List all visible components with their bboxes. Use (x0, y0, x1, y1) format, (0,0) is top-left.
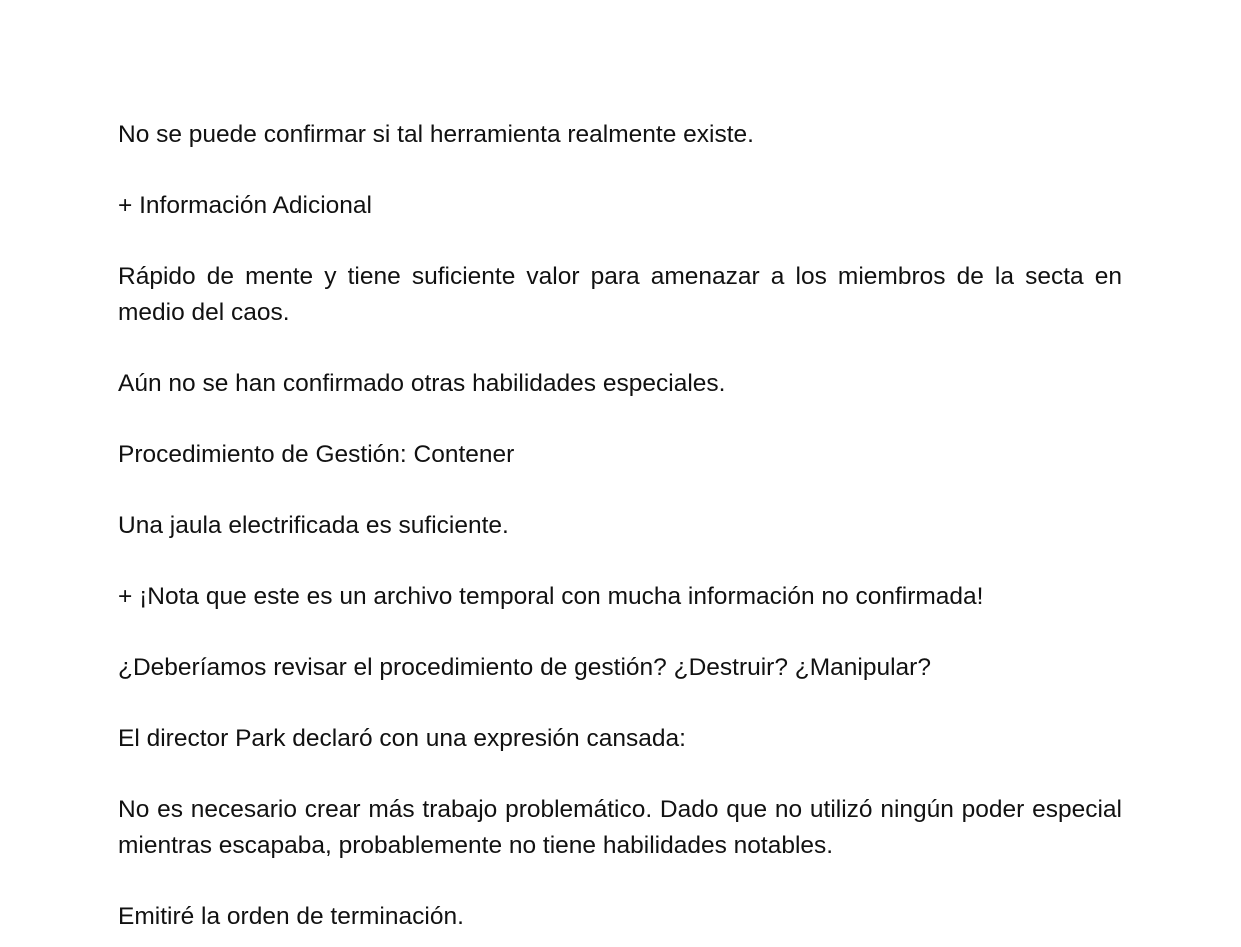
paragraph-special-abilities: Aún no se han confirmado otras habilidades especiales. (118, 370, 726, 397)
paragraph-management-procedure: Procedimiento de Gestión: Contener (118, 441, 515, 468)
document-body (118, 117, 1122, 947)
paragraph-termination-order: Emitiré la orden de terminación. (118, 903, 464, 930)
paragraph-additional-info-heading: + Información Adicional (118, 192, 372, 219)
paragraph-director-park: El director Park declaró con una expresión cansada: (118, 725, 686, 752)
paragraph-review-procedure: ¿Deberíamos revisar el procedimiento de gestión? ¿Destruir? ¿Manipular? (118, 654, 931, 681)
paragraph-no-extra-work: No es necesario crear más trabajo problemático. Dado que no utilizó ningún poder especial mientras escapaba, probablemente no tiene habilidades notables. (118, 796, 1122, 859)
paragraph-electrified-cage: Una jaula electrificada es suficiente. (118, 512, 509, 539)
paragraph-quick-minded: Rápido de mente y tiene suficiente valor para amenazar a los miembros de la secta en medio del caos. (118, 263, 1122, 326)
paragraph-temporary-file-note: + ¡Nota que este es un archivo temporal con mucha información no confirmada! (118, 583, 984, 610)
paragraph-tool-existence: No se puede confirmar si tal herramienta realmente existe. (118, 121, 754, 148)
